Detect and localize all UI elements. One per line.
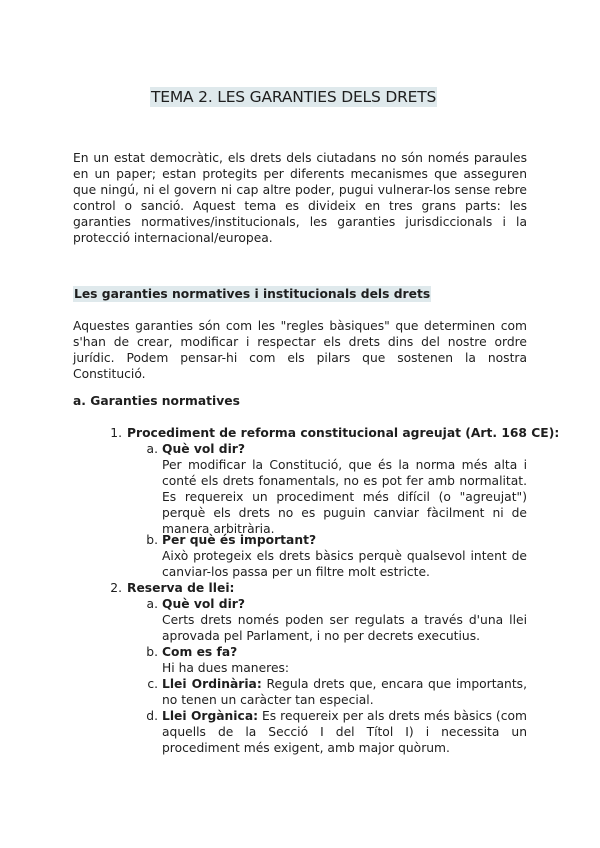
intro-paragraph: En un estat democràtic, els drets dels ciutadans no són només paraules en un paper; estan protegits per diferents mecanismes que asseguren que ningú, ni el govern ni cap altre poder, pugui vulnerar-los sense rebre control o sanció. Aquest tema es divideix en tres grans parts: les garanties normatives/institucionals, les garanties jurisdiccionals i la protecció internacional/europea. <box>73 151 527 245</box>
sub-item-text: Certs drets només poden ser regulats a través d'una llei aprovada pel Parlament, i no per decrets executius. <box>162 613 527 643</box>
subsection-heading: a. Garanties normatives <box>73 394 240 408</box>
sub-item-title: Per què és important? <box>162 533 317 547</box>
sub-item-title: Què vol dir? <box>162 442 246 456</box>
sub-letter: a. <box>146 597 158 611</box>
sub-item-text <box>162 708 527 756</box>
sub-item-text <box>162 676 527 708</box>
sub-letter: d. <box>146 709 158 723</box>
sub-letter: b. <box>146 533 158 547</box>
list-item-title: Reserva de llei: <box>127 581 235 595</box>
section-lead-paragraph: Aquestes garanties són com les "regles bàsiques" que determinen com s'han de crear, modificar i respectar els drets dins del nostre ordre jurídic. Podem pensar-hi com els pilars que sostenen la nostra Constitució. <box>73 319 527 381</box>
sub-item-title: Llei Orgànica: <box>162 709 259 723</box>
list-number: 1. <box>110 426 122 440</box>
sub-letter: b. <box>146 645 158 659</box>
list-item-title: Procediment de reforma constitucional agreujat (Art. 168 CE): <box>127 426 560 440</box>
sub-item-title: Com es fa? <box>162 645 238 659</box>
sub-item-text: Per modificar la Constitució, que és la norma més alta i conté els drets fonamentals, no es pot fer amb normalitat. Es requereix un procediment més difícil (o "agreujat") perquè els drets no es puguin canviar fàcilment ni de manera arbitrària. <box>162 458 527 536</box>
section-heading: Les garanties normatives i institucionals dels drets <box>74 287 431 301</box>
sub-item-title: Què vol dir? <box>162 597 246 611</box>
list-number: 2. <box>110 581 122 595</box>
sub-item-body: Regula drets que, encara que importants, no tenen un caràcter tan especial. <box>162 677 527 707</box>
sub-item-text: Això protegeix els drets bàsics perquè qualsevol intent de canviar-los passa per un filtre molt estricte. <box>162 549 527 579</box>
sub-letter: c. <box>147 677 158 691</box>
sub-item-text: Hi ha dues maneres: <box>162 661 290 675</box>
sub-item-body: Es requereix per als drets més bàsics (com aquells de la Secció I del Títol I) i necessita un procediment més exigent, amb major quòrum. <box>162 709 527 755</box>
sub-item-title: Llei Ordinària: <box>162 677 262 691</box>
page-title: TEMA 2. LES GARANTIES DELS DRETS <box>151 88 437 106</box>
sub-letter: a. <box>146 442 158 456</box>
